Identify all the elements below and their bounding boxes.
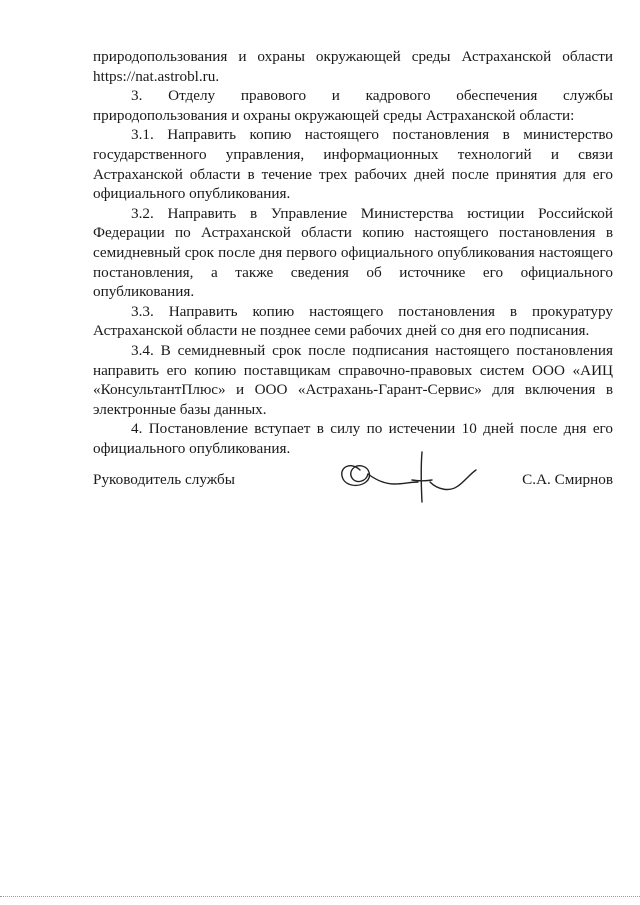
paragraph-continuation: природопользования и охраны окружающей среды Астраханской области https://nat.astrobl.ru.	[93, 48, 613, 85]
signatory-role: Руководитель службы	[93, 471, 235, 488]
paragraph-item-4: 4. Постановление вступает в силу по истечении 10 дней после дня его официального опубликования.	[93, 420, 613, 457]
paragraph-item-3: 3. Отделу правового и кадрового обеспечения службы природопользования и охраны окружающей среды Астраханской области:	[93, 87, 613, 124]
document-body	[93, 47, 613, 458]
paragraph-item-3-1: 3.1. Направить копию настоящего постановления в министерство государственного управления, информационных технологий и связи Астраханской области в течение трех рабочих дней после принятия для его официального опубликования.	[93, 126, 613, 203]
paragraph-item-3-2: 3.2. Направить в Управление Министерства юстиции Российской Федерации по Астраханской области копию настоящего постановления в семидневный срок после дня первого официального опубликования настоящего постановления, а также сведения об источнике его официального опубликования.	[93, 204, 613, 301]
handwritten-signature	[332, 444, 492, 508]
page-bottom-edge	[0, 896, 640, 897]
signatory-name: С.А. Смирнов	[522, 471, 613, 488]
paragraph-item-3-3: 3.3. Направить копию настоящего постановления в прокуратуру Астраханской области не позднее семи рабочих дней со дня его подписания.	[93, 302, 613, 340]
paragraph-item-3-4: 3.4. В семидневный срок после подписания настоящего постановления направить его копию поставщикам справочно-правовых систем ООО «АИЦ «КонсультантПлюс» и ООО «Астрахань-Гарант-Сервис» для включения в электронные базы данных.	[93, 341, 613, 418]
